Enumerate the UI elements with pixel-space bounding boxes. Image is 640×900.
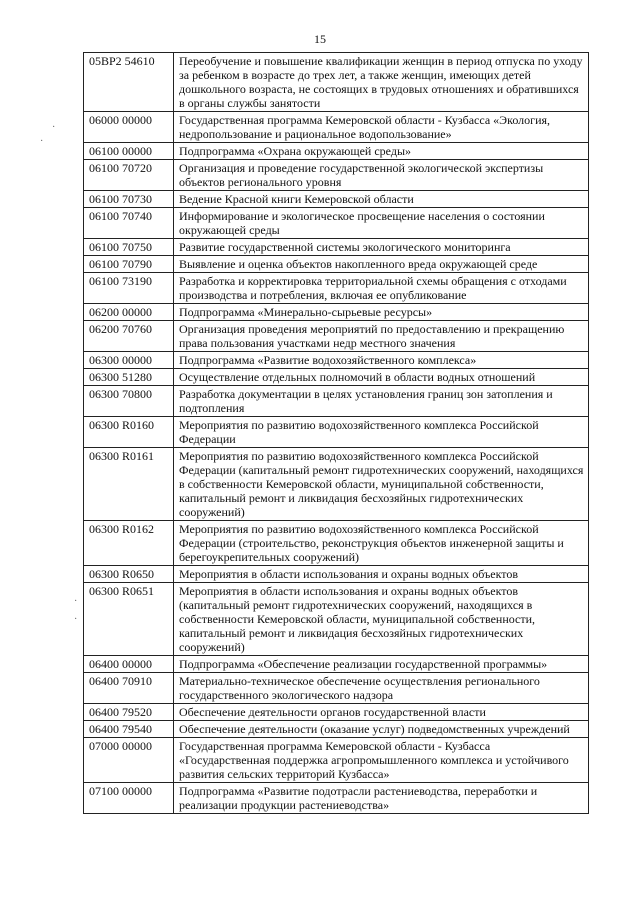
description-cell: Осуществление отдельных полномочий в области водных отношений [174,369,589,386]
scan-speck: · [40,136,44,147]
description-cell: Мероприятия по развитию водохозяйственного комплекса Российской Федерации (капитальный ремонт гидротехнических сооружений, находящихся в собственности Кемеровской области, муниципальной собственности, капитальный ремонт и ликвидация бесхозяйных гидротехнических сооружений) [174,448,589,521]
table-row [84,417,589,448]
classification-code-cell: 06300 R0161 [84,448,174,521]
description-cell: Переобучение и повышение квалификации женщин в период отпуска по уходу за ребенком в возрасте до трех лет, а также женщин, имеющих детей дошкольного возраста, не состоящих в трудовых отношениях и обратившихся в органы службы занятости [174,53,589,112]
classification-code-cell: 07100 00000 [84,783,174,814]
table-row [84,656,589,673]
classification-code-cell: 06100 70720 [84,160,174,191]
description-cell: Обеспечение деятельности (оказание услуг) подведомственных учреждений [174,721,589,738]
classification-code-cell: 06100 70750 [84,239,174,256]
classification-code-cell: 06300 51280 [84,369,174,386]
table-row [84,566,589,583]
classification-code-cell: 06300 R0651 [84,583,174,656]
table-row [84,239,589,256]
classification-code-cell: 05ВР2 54610 [84,53,174,112]
table-row [84,191,589,208]
classification-code-cell: 06100 00000 [84,143,174,160]
scan-speck: · [74,596,78,607]
table-row [84,321,589,352]
scan-speck: · [74,614,78,625]
table-row [84,143,589,160]
classification-code-cell: 06200 70760 [84,321,174,352]
classification-code-cell: 06300 00000 [84,352,174,369]
classification-code-cell: 06300 R0650 [84,566,174,583]
description-cell: Мероприятия в области использования и охраны водных объектов [174,566,589,583]
page-number: 15 [314,32,326,46]
table-row [84,112,589,143]
table-body [84,53,589,814]
classification-code-cell: 06100 73190 [84,273,174,304]
description-cell: Подпрограмма «Охрана окружающей среды» [174,143,589,160]
table-row [84,208,589,239]
classification-code-cell: 06400 70910 [84,673,174,704]
description-cell: Организация проведения мероприятий по предоставлению и прекращению права пользования участками недр местного значения [174,321,589,352]
table-row [84,721,589,738]
table-row [84,53,589,112]
table-row [84,352,589,369]
table-row [84,160,589,191]
description-cell: Ведение Красной книги Кемеровской области [174,191,589,208]
description-cell: Выявление и оценка объектов накопленного вреда окружающей среде [174,256,589,273]
description-cell: Подпрограмма «Развитие водохозяйственного комплекса» [174,352,589,369]
table-row [84,273,589,304]
classification-code-cell: 06300 R0162 [84,521,174,566]
classification-code-cell: 06300 70800 [84,386,174,417]
classification-code-cell: 06400 79520 [84,704,174,721]
scan-speck: · [52,122,56,133]
description-cell: Разработка документации в целях установления границ зон затопления и подтопления [174,386,589,417]
classification-code-cell: 06300 R0160 [84,417,174,448]
classification-code-cell: 06400 00000 [84,656,174,673]
description-cell: Подпрограмма «Обеспечение реализации государственной программы» [174,656,589,673]
description-cell: Организация и проведение государственной экологической экспертизы объектов регионального уровня [174,160,589,191]
description-cell: Подпрограмма «Развитие подотрасли растениеводства, переработки и реализации продукции растениеводства» [174,783,589,814]
classification-code-cell: 06100 70790 [84,256,174,273]
description-cell: Разработка и корректировка территориальной схемы обращения с отходами производства и потребления, включая ее опубликование [174,273,589,304]
table-row [84,369,589,386]
budget-classification-table [83,52,589,814]
description-cell: Государственная программа Кемеровской области - Кузбасса «Экология, недропользование и рациональное водопользование» [174,112,589,143]
classification-code-cell: 06100 70730 [84,191,174,208]
table-row [84,521,589,566]
table-row [84,256,589,273]
description-cell: Мероприятия в области использования и охраны водных объектов (капитальный ремонт гидротехнических сооружений, находящихся в собственности Кемеровской области, муниципальной собственности, капитальный ремонт и ликвидация бесхозяйных гидротехнических сооружений) [174,583,589,656]
classification-code-cell: 06100 70740 [84,208,174,239]
table-row [84,738,589,783]
table-row [84,783,589,814]
table-row [84,304,589,321]
description-cell: Мероприятия по развитию водохозяйственного комплекса Российской Федерации [174,417,589,448]
description-cell: Материально-техническое обеспечение осуществления регионального государственного экологического надзора [174,673,589,704]
description-cell: Развитие государственной системы экологического мониторинга [174,239,589,256]
table-row [84,704,589,721]
classification-code-cell: 06200 00000 [84,304,174,321]
classification-code-cell: 07000 00000 [84,738,174,783]
table-row [84,448,589,521]
classification-code-cell: 06000 00000 [84,112,174,143]
table-row [84,583,589,656]
budget-classification-table-wrapper [83,52,589,814]
description-cell: Подпрограмма «Минерально-сырьевые ресурсы» [174,304,589,321]
description-cell: Мероприятия по развитию водохозяйственного комплекса Российской Федерации (строительство, реконструкция объектов инженерной защиты и берегоукрепительных сооружений) [174,521,589,566]
description-cell: Информирование и экологическое просвещение населения о состоянии окружающей среды [174,208,589,239]
table-row [84,386,589,417]
classification-code-cell: 06400 79540 [84,721,174,738]
description-cell: Государственная программа Кемеровской области - Кузбасса «Государственная поддержка агропромышленного комплекса и устойчивого развития сельских территорий Кузбасса» [174,738,589,783]
table-row [84,673,589,704]
description-cell: Обеспечение деятельности органов государственной власти [174,704,589,721]
